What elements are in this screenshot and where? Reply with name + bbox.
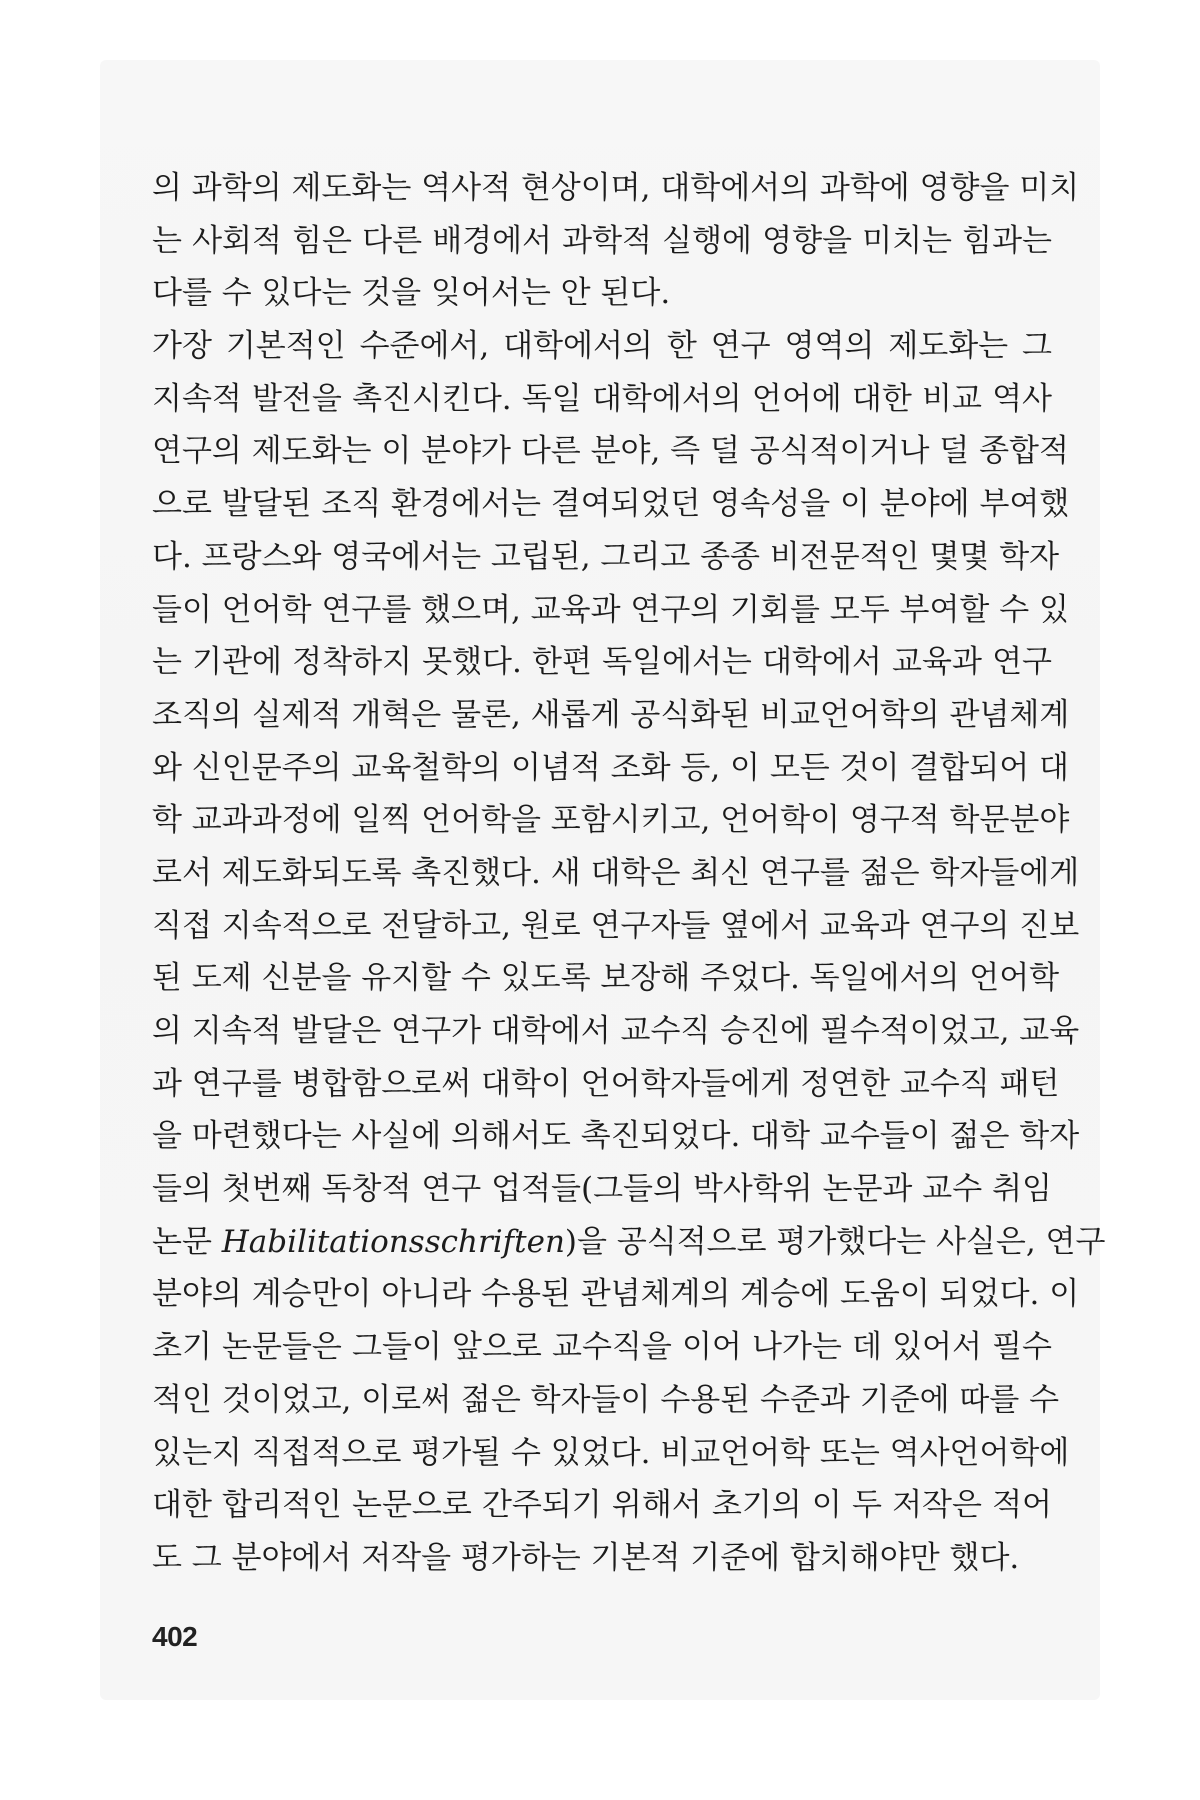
text-line: 로서 제도화되도록 촉진했다. 새 대학은 최신 연구를 젊은 학자들에게 [152, 854, 1080, 891]
page-number: 402 [152, 1621, 198, 1652]
text-line: 와 신인문주의 교육철학의 이념적 조화 등, 이 모든 것이 결합되어 대 [152, 749, 1069, 786]
text-line: 가장 기본적인 수준에서, 대학에서의 한 연구 영역의 제도화는 그 [152, 328, 1052, 365]
text-line: 적인 것이었고, 이로써 젊은 학자들이 수용된 수준과 기준에 따를 수 [152, 1381, 1060, 1418]
text-line: 을 마련했다는 사실에 의해서도 촉진되었다. 대학 교수들이 젊은 학자 [152, 1118, 1080, 1155]
text-line: 의 과학의 제도화는 역사적 현상이며, 대학에서의 과학에 영향을 미치 [152, 170, 1080, 206]
italic-term: Habilitationsschriften [221, 1223, 565, 1260]
text-line: 학 교과과정에 일찍 언어학을 포함시키고, 언어학이 영구적 학문분야 [152, 802, 1070, 839]
paragraph [152, 162, 1080, 320]
text-line: 논문 Habilitationsschriften)을 공식적으로 평가했다는 사실은, 연구 [152, 1223, 1106, 1260]
text-line: 의 지속적 발달은 연구가 대학에서 교수직 승진에 필수적이었고, 교육 [152, 1013, 1080, 1049]
text-line: 있는지 직접적으로 평가될 수 있었다. 비교언어학 또는 역사언어학에 [152, 1434, 1070, 1471]
text-line: 조직의 실제적 개혁은 물론, 새롭게 공식화된 비교언어학의 관념체계 [152, 696, 1070, 733]
text-line: 분야의 계승만이 아니라 수용된 관념체계의 계승에 도움이 되었다. 이 [152, 1276, 1080, 1313]
text-line: 대한 합리적인 논문으로 간주되기 위해서 초기의 이 두 저작은 적어 [152, 1487, 1052, 1524]
text-line: 지속적 발전을 촉진시킨다. 독일 대학에서의 언어에 대한 비교 역사 [152, 380, 1052, 417]
text-line: 된 도제 신분을 유지할 수 있도록 보장해 주었다. 독일에서의 언어학 [152, 960, 1060, 997]
text-line: 다. 프랑스와 영국에서는 고립된, 그리고 종종 비전문적인 몇몇 학자 [152, 538, 1060, 575]
text-line: 연구의 제도화는 이 분야가 다른 분야, 즉 덜 공식적이거나 덜 종합적 [152, 433, 1069, 470]
text-line: 직접 지속적으로 전달하고, 원로 연구자들 옆에서 교육과 연구의 진보 [152, 907, 1080, 944]
text-line: 들이 언어학 연구를 했으며, 교육과 연구의 기회를 모두 부여할 수 있 [152, 591, 1069, 628]
text-line: 는 기관에 정착하지 못했다. 한편 독일에서는 대학에서 교육과 연구 [152, 644, 1052, 681]
text-line: 는 사회적 힘은 다른 배경에서 과학적 실행에 영향을 미치는 힘과는 [152, 222, 1052, 259]
text-line: 들의 첫번째 독창적 연구 업적들(그들의 박사학위 논문과 교수 취임 [152, 1171, 1052, 1208]
text-line: 과 연구를 병합함으로써 대학이 언어학자들에게 정연한 교수직 패턴 [152, 1065, 1060, 1102]
text-line: 다를 수 있다는 것을 잊어서는 안 된다. [152, 275, 671, 312]
paragraph [152, 320, 1106, 1585]
text-line: 으로 발달된 조직 환경에서는 결여되었던 영속성을 이 분야에 부여했 [152, 486, 1070, 523]
text-line: 도 그 분야에서 저작을 평가하는 기본적 기준에 합치해야만 했다. [152, 1539, 1020, 1576]
body-text [152, 162, 1106, 1585]
text-line: 초기 논문들은 그들이 앞으로 교수직을 이어 나가는 데 있어서 필수 [152, 1329, 1052, 1366]
